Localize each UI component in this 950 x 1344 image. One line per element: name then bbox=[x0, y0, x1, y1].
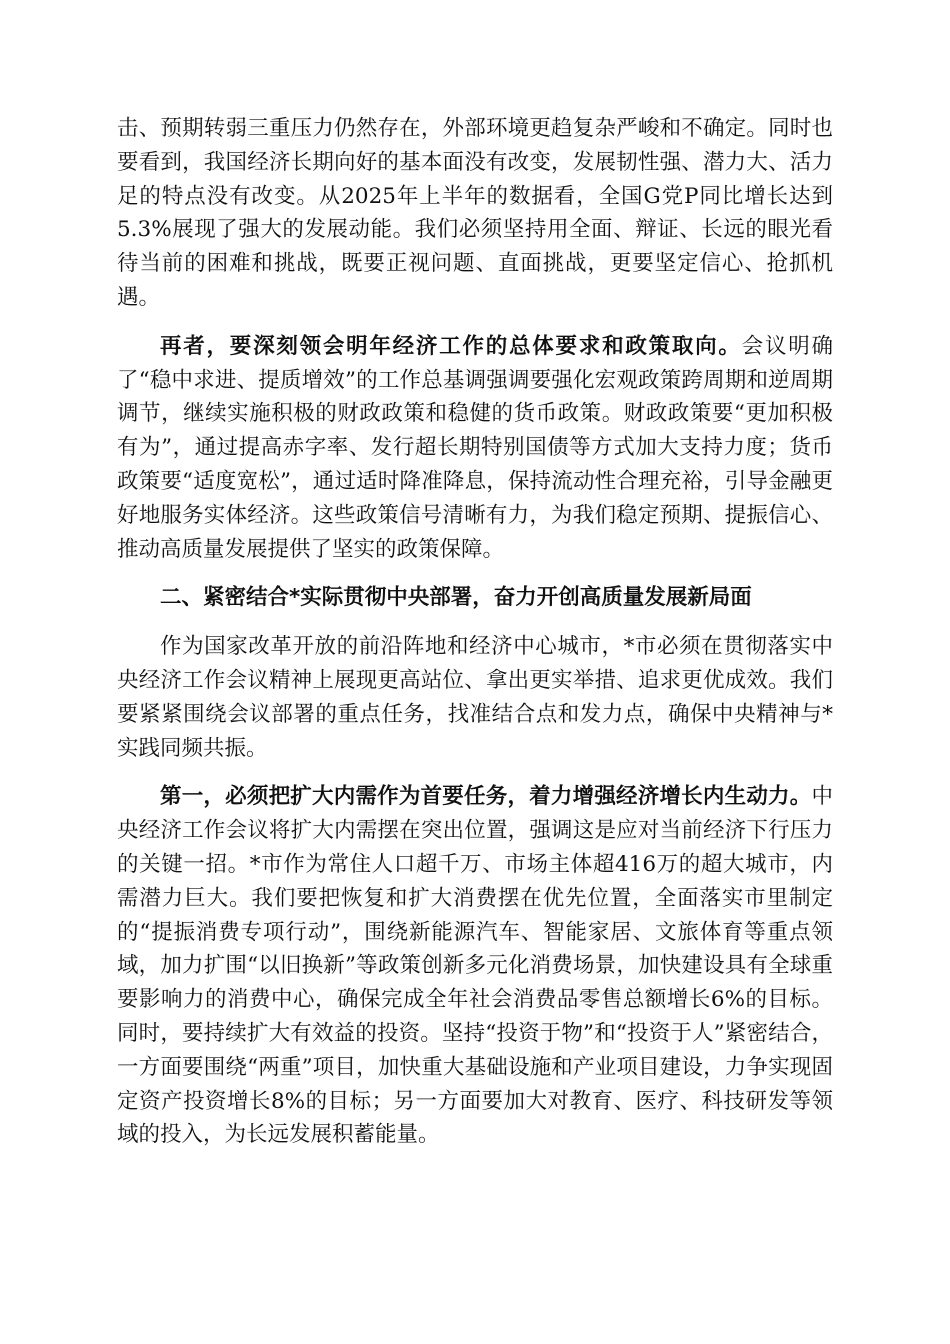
paragraph-domestic-demand bbox=[117, 780, 833, 1152]
paragraph-city-role bbox=[117, 630, 833, 765]
section-heading-two: 二、紧密结合*实际贯彻中央部署，奋力开创高质量发展新局面 bbox=[160, 585, 752, 611]
paragraph-text: 击、预期转弱三重压力仍然存在，外部环境更趋复杂严峻和不确定。同时也要看到，我国经济长期向好的基本面没有改变，发展韧性强、潜力大、活力足的特点没有改变。从2025年上半年的数据看，全国G党P同比增长达到5.3%展现了强大的发展动能。我们必须坚持用全面、辩证、长远的眼光看待当前的困难和挑战，既要正视问题、直面挑战，更要坚定信心、抢抓机遇。 bbox=[117, 116, 833, 310]
document-page bbox=[117, 112, 833, 1167]
paragraph-text: 会议明确了“稳中求进、提质增效”的工作总基调强调要强化宏观政策跨周期和逆周期调节，继续实施积极的财政政策和稳健的货币政策。财政政策要“更加积极有为”，通过提高赤字率、发行超长期特别国债等方式加大支持力度；货币政策要“适度宽松”，通过适时降准降息，保持流动性合理充裕，引导金融更好地服务实体经济。这些政策信号清晰有力，为我们稳定预期、提振信心、推动高质量发展提供了坚实的政策保障。 bbox=[117, 333, 833, 562]
paragraph-lead: 再者，要深刻领会明年经济工作的总体要求和政策取向。 bbox=[160, 333, 742, 359]
paragraph-policy-orientation bbox=[117, 330, 833, 567]
paragraph-lead: 第一，必须把扩大内需作为首要任务，着力增强经济增长内生动力。 bbox=[160, 784, 812, 810]
paragraph-continuation bbox=[117, 112, 833, 315]
paragraph-text: 中央经济工作会议将扩大内需摆在突出位置，强调这是应对当前经济下行压力的关键一招。*市作为常住人口超千万、市场主体超416万的超大城市，内需潜力巨大。我们要把恢复和扩大消费摆在优先位置，全面落实市里制定的“提振消费专项行动”，围绕新能源汽车、智能家居、文旅体育等重点领域，加力扩围“以旧换新”等政策创新多元化消费场景，加快建设具有全球重要影响力的消费中心，确保完成全年社会消费品零售总额增长6%的目标。同时，要持续扩大有效益的投资。坚持“投资于物”和“投资于人”紧密结合，一方面要围绕“两重”项目，加快重大基础设施和产业项目建设，力争实现固定资产投资增长8%的目标；另一方面要加大对教育、医疗、科技研发等领域的投入，为长远发展积蓄能量。 bbox=[117, 784, 833, 1148]
paragraph-text: 作为国家改革开放的前沿阵地和经济中心城市，*市必须在贯彻落实中央经济工作会议精神上展现更高站位、拿出更实举措、追求更优成效。我们要紧紧围绕会议部署的重点任务，找准结合点和发力点，确保中央精神与*实践同频共振。 bbox=[117, 634, 833, 761]
